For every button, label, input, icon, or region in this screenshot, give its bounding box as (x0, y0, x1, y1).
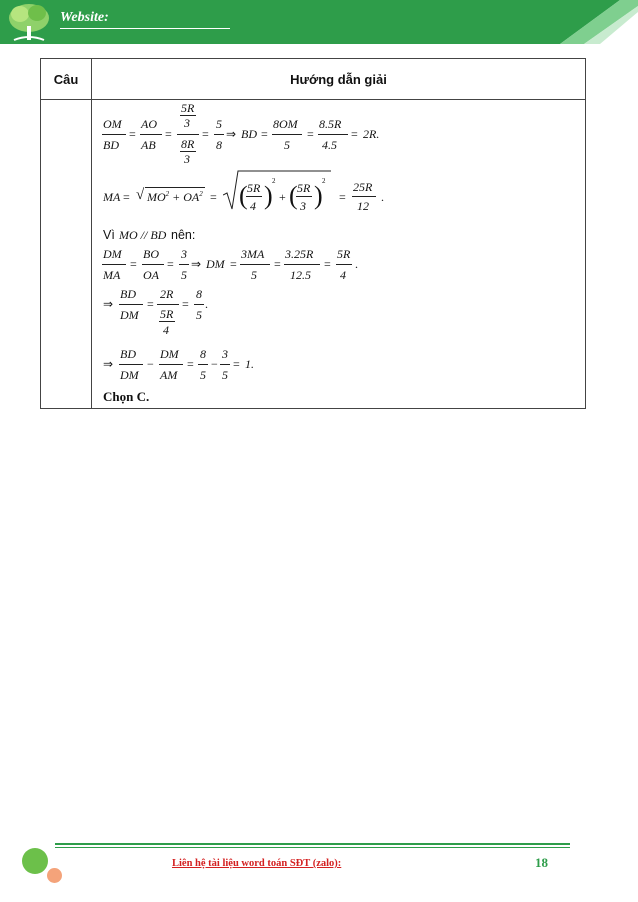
footer-rule-thin (55, 847, 570, 848)
column-header-cau: Câu (41, 59, 92, 100)
website-label: Website: (60, 10, 109, 25)
column-header-huong-dan: Hướng dẫn giải (92, 59, 586, 100)
table-header-row (41, 59, 586, 100)
question-cell (41, 100, 92, 409)
page-header (0, 0, 638, 48)
table-body-row (41, 100, 586, 409)
solution-body: OM BD = AO AB = 5R 3 8R 3 = 5 8 ⇒ BD = 8OM 5 = 8.5R 4.5 = 2R. MA = √ $MO^2 + OA^2$ = ( 5R 4 ) 2 + ( 5R 3 ) 2 = 25R 12 . Vì MO // BD nên: DM MA = BO OA = 3 5 ⇒ DM = 3MA 5 = 3.25R 12.5 = 5R 4 . ⇒ BD DM = 2R 5R 4 = 8 5 . ⇒ BD DM − DM AM = 8 5 − 3 5 = 1. Chọn C. (103, 101, 384, 404)
website-underline (60, 28, 230, 29)
footer-green-circle (22, 848, 48, 874)
solution-table (40, 58, 586, 409)
conclusion-text: Chọn C. (103, 389, 150, 404)
footer-contact: Liên hệ tài liệu word toán SĐT (zalo): (172, 858, 342, 869)
solution-cell (92, 100, 586, 409)
footer-rule (55, 843, 570, 845)
tree-logo-icon (4, 0, 54, 46)
page-number: 18 (535, 855, 548, 870)
footer-orange-circle (47, 868, 62, 883)
